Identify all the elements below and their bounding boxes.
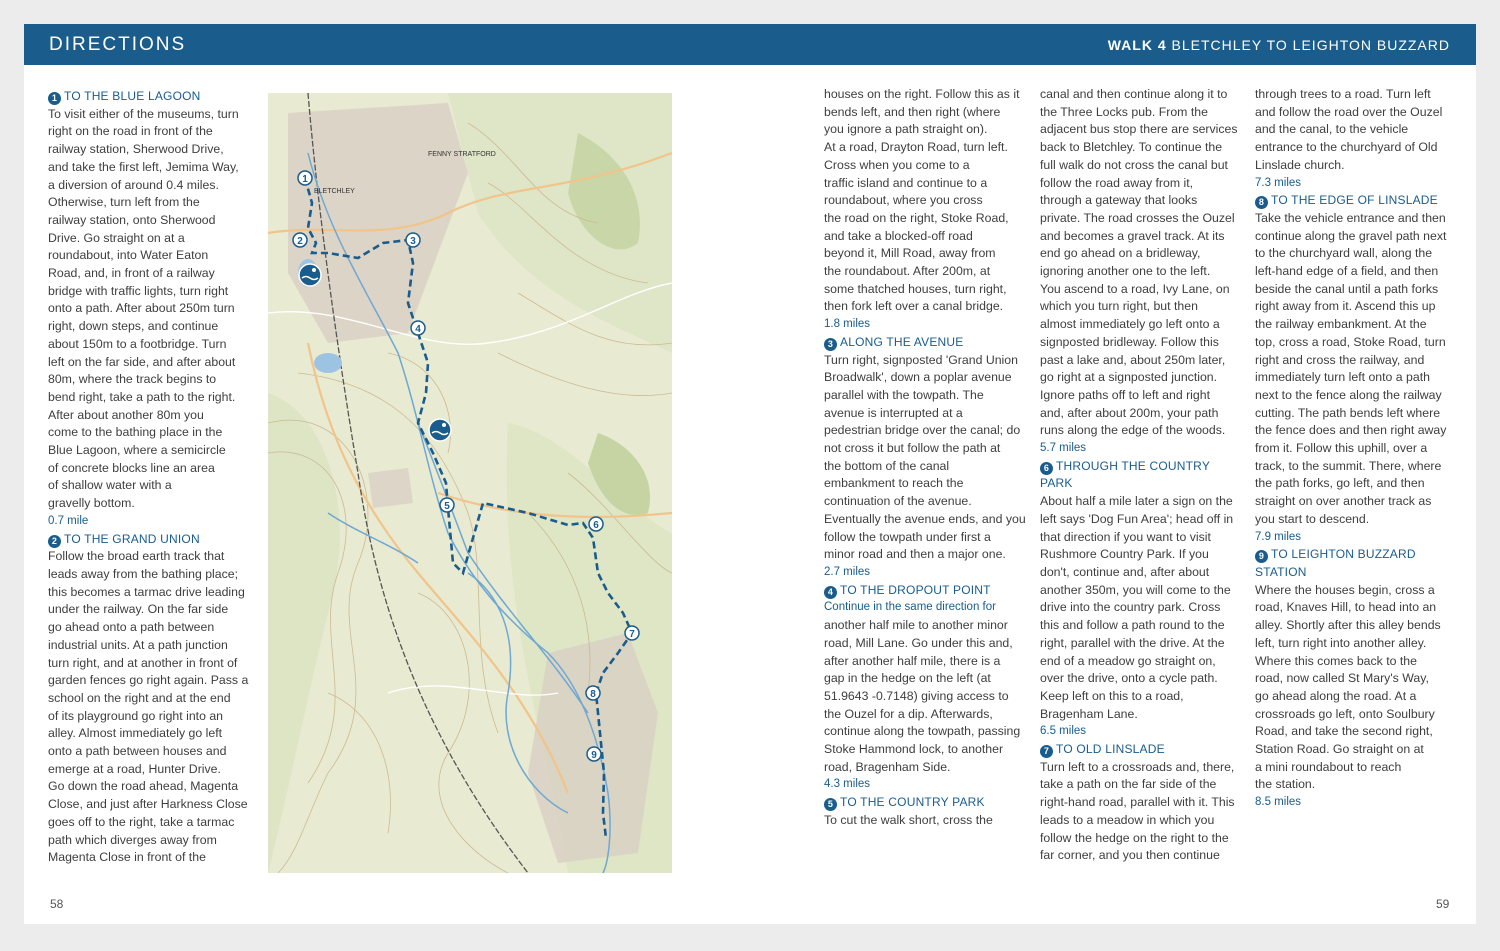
text-line: end of a meadow go straight on, [1040, 653, 1216, 668]
text-line: and becomes a gravel track. At its [1040, 228, 1225, 243]
text-line: right and cross the railway, and [1255, 352, 1425, 367]
text-line: then fork left over a canal bridge. [824, 299, 1004, 314]
step-body [824, 812, 1029, 830]
text-line: the road on the right, Stoke Road, [824, 210, 1009, 225]
text-line: Cross when you come to a [824, 157, 970, 172]
text-line: adjacent bus stop there are services [1040, 122, 1238, 137]
step-heading [824, 582, 1029, 600]
text-line: 80m, where the track begins to [48, 372, 217, 387]
text-line: continuation of the avenue. [824, 494, 972, 509]
step-body [48, 548, 253, 867]
text-line: leads to a meadow in which you [1040, 812, 1215, 827]
text-line: Bragenham Lane. [1040, 706, 1138, 721]
text-line: and take the first left, Jemima Way, [48, 159, 239, 174]
text-line: Turn right, signposted 'Grand Union [824, 352, 1018, 367]
text-line: school on the right and at the end [48, 690, 231, 705]
text-line: railway station, onto Sherwood [48, 212, 216, 227]
step-body [1040, 759, 1240, 865]
text-line: right, parallel with the drive. At the [1040, 635, 1225, 650]
text-line: Go down the road ahead, Magenta [48, 779, 239, 794]
step-title: TO THE COUNTRY PARK [840, 795, 985, 810]
text-line: Road, and, in front of a railway [48, 266, 215, 281]
text-line: alley. Shortly after this alley bends [1255, 618, 1441, 633]
step-title: THROUGH THE COUNTRY PARK [1040, 458, 1210, 491]
text-line: the path forks, go left, and then [1255, 476, 1425, 491]
step-body [1255, 210, 1455, 529]
step-lead: Continue in the same direction for [824, 601, 996, 614]
text-line: right away from it. Ascend this up [1255, 299, 1436, 314]
text-line: almost immediately go left onto a [1040, 317, 1220, 332]
header-banner [24, 24, 1476, 65]
text-line: Magenta Close in front of the [48, 850, 206, 865]
text-line: far corner, and you then continue [1040, 848, 1220, 863]
text-line: houses on the right. Follow this as it [824, 87, 1020, 101]
text-line: Ignore paths off to left and right [1040, 387, 1210, 402]
text-line: ignoring another one to the left. [1040, 264, 1211, 279]
swim-icon [299, 264, 321, 286]
text-line: track, to the summit. There, where [1255, 458, 1442, 473]
text-line: minor road and then a major one. [824, 547, 1006, 562]
text-line: beside the canal until a path forks [1255, 281, 1439, 296]
text-line: garden fences go right again. Pass a [48, 673, 249, 688]
text-line: some thatched houses, turn right, [824, 281, 1007, 296]
walk-title [1108, 37, 1450, 53]
text-line: over the drive, onto a cycle path. [1040, 671, 1218, 686]
step-number-badge: 6 [1040, 462, 1053, 475]
text-line: canal and then continue along it to [1040, 87, 1228, 101]
text-line: next to the fence along the railway [1255, 387, 1442, 402]
text-line: To visit either of the museums, turn [48, 106, 239, 121]
text-line: traffic island and continue to a [824, 175, 988, 190]
text-line: left-hand edge of a field, and then [1255, 264, 1439, 279]
step-heading [48, 88, 253, 106]
step-heading [824, 794, 1029, 812]
text-line: 51.9643 -0.7148) giving access to [824, 688, 1009, 703]
text-line: You ascend to a road, Ivy Lane, on [1040, 281, 1230, 296]
text-line: the fence does and then right away [1255, 423, 1447, 438]
text-line: that direction if you want to visit [1040, 529, 1211, 544]
text-line: drive into the country park. Cross [1040, 600, 1221, 615]
column-4 [1255, 86, 1455, 812]
text-line: Station Road. Go straight on at [1255, 742, 1424, 757]
text-line: Otherwise, turn left from the [48, 195, 200, 210]
svg-text:1: 1 [302, 174, 308, 185]
text-line: Keep left on this to a road, [1040, 688, 1184, 703]
text-line: follow the hedge on the right to the [1040, 830, 1229, 845]
text-line: through trees to a road. Turn left [1255, 87, 1431, 101]
text-line: go ahead along the road. At a [1255, 688, 1417, 703]
step-distance: 0.7 mile [48, 514, 89, 527]
text-line: of shallow water with a [48, 478, 172, 493]
text-line: go right at a signposted junction. [1040, 370, 1218, 385]
text-line: right, down steps, and continue [48, 319, 219, 334]
text-line: this and follow a path round to the [1040, 618, 1225, 633]
step-heading-cont: STATION [1255, 564, 1307, 579]
text-line: avenue is interrupted at a [824, 405, 963, 420]
text-line: the Ouzel for a dip. Afterwards, [824, 706, 993, 721]
text-line: this becomes a tarmac drive leading [48, 584, 245, 599]
step-title: TO THE GRAND UNION [64, 531, 200, 546]
section-title: DIRECTIONS [49, 34, 187, 55]
step-body [824, 86, 1029, 316]
text-line: full walk do not cross the canal but [1040, 157, 1228, 172]
text-line: entrance to the churchyard of Old [1255, 140, 1438, 155]
text-line: Stoke Hammond lock, to another [824, 742, 1004, 757]
svg-text:2: 2 [297, 236, 303, 247]
step-number-badge: 9 [1255, 550, 1268, 563]
text-line: go ahead onto a path between [48, 620, 215, 635]
page-number-left: 58 [50, 897, 64, 911]
text-line: through a gateway that looks [1040, 193, 1198, 208]
step-body [1040, 86, 1240, 440]
step-body [1255, 86, 1455, 175]
step-heading [1040, 741, 1240, 759]
text-line: from it. Follow this uphill, over a [1255, 441, 1428, 456]
text-line: Turn left to a crossroads and, there, [1040, 759, 1235, 774]
text-line: bend right, take a path to the right. [48, 389, 236, 404]
svg-text:8: 8 [590, 689, 596, 700]
step-distance: 2.7 miles [824, 565, 871, 578]
text-line: Eventually the avenue ends, and you [824, 511, 1026, 526]
page-number-right: 59 [1436, 897, 1450, 911]
step-title: TO THE BLUE LAGOON [64, 89, 201, 103]
text-line: railway station, Sherwood Drive, [48, 142, 224, 157]
text-line: road, now called St Mary's Way, [1255, 671, 1429, 686]
step-distance: 5.7 miles [1040, 442, 1087, 455]
step-heading [1255, 546, 1455, 564]
walk-number: WALK 4 [1107, 37, 1167, 53]
step-number-badge: 7 [1040, 745, 1053, 758]
text-line: back to Bletchley. To continue the [1040, 140, 1223, 155]
text-line: under the railway. On the far side [48, 602, 229, 617]
column-3 [1040, 86, 1240, 865]
text-line: left, turn right into another alley. [1255, 635, 1427, 650]
text-line: After about another 80m you [48, 407, 204, 422]
text-line: and, after about 200m, your path [1040, 405, 1219, 420]
step-title: TO THE DROPOUT POINT [840, 582, 991, 597]
text-line: follow the road away from it, [1040, 175, 1194, 190]
text-line: road, Knaves Hill, to head into an [1255, 600, 1437, 615]
text-line: another 350m, you will come to the [1040, 582, 1231, 597]
svg-text:6: 6 [593, 520, 599, 531]
step-title: TO LEIGHTON BUZZARD [1271, 547, 1416, 562]
text-line: private. The road crosses the Ouzel [1040, 210, 1235, 225]
text-line: continue along the towpath, passing [824, 724, 1021, 739]
swim-icon [429, 419, 451, 441]
step-body [1255, 582, 1455, 794]
text-line: a mini roundabout to reach [1255, 759, 1402, 774]
text-line: Take the vehicle entrance and then [1255, 210, 1446, 225]
text-line: follow the towpath under first a [824, 529, 991, 544]
step-title: TO OLD LINSLADE [1056, 742, 1165, 757]
text-line: At a road, Drayton Road, turn left. [824, 140, 1008, 155]
step-number-badge: 8 [1255, 196, 1268, 209]
step-body [1040, 493, 1240, 723]
step-number-badge: 1 [48, 92, 61, 105]
text-line: another half mile to another minor [824, 618, 1008, 633]
text-line: the bottom of the canal [824, 458, 950, 473]
text-line: Where the houses begin, cross a [1255, 582, 1435, 597]
step-heading [1040, 458, 1240, 493]
text-line: to the churchyard wall, along the [1255, 246, 1433, 261]
text-line: Road, and take the second right, [1255, 724, 1433, 739]
text-line: bridge with traffic lights, turn right [48, 283, 229, 298]
text-line: bends left, and then right (where [824, 104, 1001, 119]
text-line: of its playground go right into an [48, 708, 224, 723]
text-line: signposted bridleway. Follow this [1040, 334, 1219, 349]
step-heading [48, 531, 253, 549]
text-line: the railway embankment. At the [1255, 317, 1427, 332]
walk-route: BLETCHLEY TO LEIGHTON BUZZARD [1171, 37, 1450, 53]
text-line: crossroads go left, onto Soulbury [1255, 706, 1435, 721]
text-line: come to the bathing place in the [48, 425, 223, 440]
step-number-badge: 3 [824, 338, 837, 351]
text-line: of concrete blocks line an area [48, 460, 215, 475]
text-line: Where this comes back to the [1255, 653, 1417, 668]
text-line: immediately turn left onto a path [1255, 370, 1430, 385]
text-line: about 150m to a footbridge. Turn [48, 336, 227, 351]
step-heading [824, 334, 1029, 352]
text-line: don't, continue and, after about [1040, 564, 1210, 579]
text-line: Blue Lagoon, where a semicircle [48, 443, 226, 458]
step-distance: 7.9 miles [1255, 530, 1302, 543]
text-line: left on the far side, and after about [48, 354, 236, 369]
text-line: alley. Almost immediately go left [48, 726, 223, 741]
place-label: BLETCHLEY [314, 188, 355, 195]
text-line: right on the road in front of the [48, 124, 213, 139]
text-line: onto a path. After about 250m turn [48, 301, 235, 316]
text-line: a diversion of around 0.4 miles. [48, 177, 219, 192]
svg-text:4: 4 [415, 324, 421, 335]
text-line: Broadwalk', down a poplar avenue [824, 370, 1012, 385]
step-body [824, 617, 1029, 776]
text-line: Drive. Go straight on at a [48, 230, 185, 245]
text-line: Follow the broad earth track that [48, 549, 225, 564]
step-body [48, 106, 253, 513]
text-line: cutting. The path bends left where [1255, 405, 1441, 420]
text-line: parallel with the towpath. The [824, 387, 984, 402]
text-line: pedestrian bridge over the canal; do [824, 423, 1021, 438]
step-distance: 6.5 miles [1040, 725, 1087, 738]
text-line: Linslade church. [1255, 157, 1345, 172]
text-line: you start to descend. [1255, 511, 1370, 526]
text-line: About half a mile later a sign on the [1040, 494, 1233, 509]
text-line: embankment to reach the [824, 476, 964, 491]
text-line: path which diverges away from [48, 832, 217, 847]
step-heading [1255, 192, 1455, 210]
text-line: you ignore a path straight on). [824, 122, 988, 137]
text-line: after another half mile, there is a [824, 653, 1001, 668]
text-line: Close, and just after Harkness Close [48, 797, 248, 812]
step-distance: 1.8 miles [824, 318, 871, 331]
text-line: take a path on the far side of the [1040, 777, 1217, 792]
text-line: and take a blocked-off road [824, 228, 973, 243]
text-line: and the canal, to the vehicle [1255, 122, 1409, 137]
step-body [824, 352, 1029, 564]
text-line: goes off to the right, take a tarmac [48, 814, 235, 829]
text-line: gravelly bottom. [48, 496, 135, 511]
step-distance: 8.5 miles [1255, 796, 1302, 809]
step-number-badge: 2 [48, 535, 61, 548]
text-line: the station. [1255, 777, 1316, 792]
text-line: past a lake and, about 250m later, [1040, 352, 1226, 367]
text-line: emerge at a road, Hunter Drive. [48, 761, 221, 776]
column-1 [48, 88, 253, 867]
text-line: Rushmore Country Park. If you [1040, 547, 1209, 562]
text-line: onto a path between houses and [48, 744, 227, 759]
step-title: TO THE EDGE OF LINSLADE [1271, 193, 1438, 208]
step-number-badge: 5 [824, 798, 837, 811]
step-distance: 4.3 miles [824, 778, 871, 791]
svg-text:3: 3 [410, 236, 416, 247]
text-line: runs along the edge of the woods. [1040, 423, 1226, 438]
svg-text:7: 7 [629, 629, 635, 640]
text-line: straight on over another track as [1255, 494, 1432, 509]
step-number-badge: 4 [824, 586, 837, 599]
column-2 [824, 86, 1029, 830]
text-line: industrial units. At a path junction [48, 637, 228, 652]
svg-text:9: 9 [591, 750, 597, 761]
text-line: leads away from the bathing place; [48, 566, 239, 581]
text-line: right-hand road, parallel with it. This [1040, 795, 1235, 810]
step-title: ALONG THE AVENUE [840, 334, 964, 349]
text-line: road, Mill Lane. Go under this and, [824, 635, 1013, 650]
text-line: the roundabout. After 200m, at [824, 264, 991, 279]
text-line: roundabout, where you cross [824, 193, 983, 208]
text-line: the Three Locks pub. From the [1040, 104, 1208, 119]
text-line: and follow the road over the Ouzel [1255, 104, 1443, 119]
text-line: beyond it, Mill Road, away from [824, 246, 996, 261]
text-line: turn right, and at another in front of [48, 655, 238, 670]
text-line: continue along the gravel path next [1255, 228, 1447, 243]
svg-text:5: 5 [444, 501, 450, 512]
text-line: roundabout, into Water Eaton [48, 248, 209, 263]
place-label: FENNY STRATFORD [428, 151, 496, 158]
step-distance: 7.3 miles [1255, 176, 1302, 189]
route-map [268, 93, 672, 873]
text-line: left says 'Dog Fun Area'; head off in [1040, 511, 1234, 526]
text-line: road, Bragenham Side. [824, 759, 951, 774]
text-line: top, cross a road, Stoke Road, turn [1255, 334, 1446, 349]
text-line: not cross it but follow the path at [824, 441, 1001, 456]
map-svg [268, 93, 672, 873]
text-line: gap in the hedge on the left (at [824, 671, 991, 686]
text-line: which you turn right, but then [1040, 299, 1198, 314]
text-line: end go ahead on a bridleway, [1040, 246, 1201, 261]
text-line: To cut the walk short, cross the [824, 812, 993, 827]
